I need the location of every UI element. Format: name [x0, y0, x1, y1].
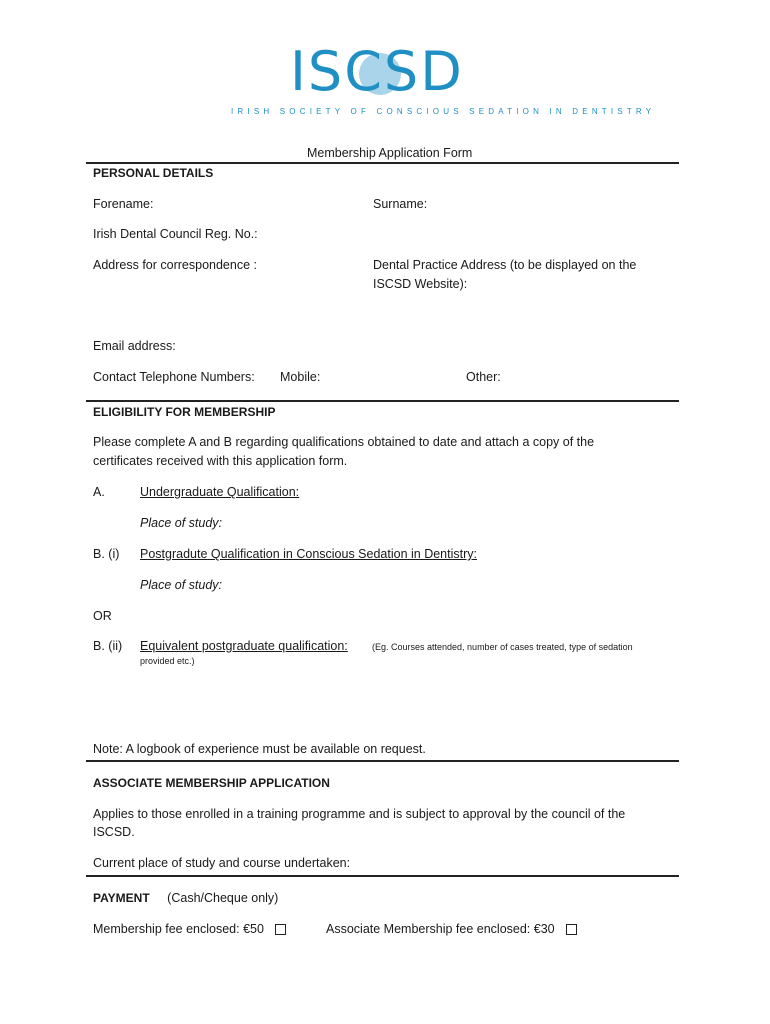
- current-study-label: Current place of study and course undertaken:: [93, 856, 351, 870]
- membership-fee-checkbox[interactable]: [275, 924, 286, 935]
- personal-details-heading: PERSONAL DETAILS: [93, 166, 214, 180]
- undergraduate-qualification-label: Undergraduate Qualification:: [140, 485, 300, 499]
- payment-method: (Cash/Cheque only): [167, 891, 279, 905]
- equivalent-qualification-note-line1: (Eg. Courses attended, number of cases treated, type of sedation: [372, 642, 633, 652]
- address-label: Address for correspondence :: [93, 258, 257, 272]
- form-title: Membership Application Form: [307, 146, 473, 160]
- associate-heading: ASSOCIATE MEMBERSHIP APPLICATION: [93, 776, 330, 790]
- forename-label: Forename:: [93, 197, 154, 211]
- practice-address-label-line1: Dental Practice Address (to be displayed on the: [373, 258, 637, 272]
- equivalent-qualification-label: Equivalent postgraduate qualification:: [140, 639, 348, 653]
- item-bi-label: B. (i): [93, 547, 120, 561]
- eligibility-heading: ELIGIBILITY FOR MEMBERSHIP: [93, 405, 276, 419]
- phone-label: Contact Telephone Numbers:: [93, 370, 255, 384]
- payment-row: [93, 891, 278, 905]
- practice-address-label-line2: ISCSD Website):: [373, 277, 468, 291]
- associate-fee-checkbox[interactable]: [566, 924, 577, 935]
- payment-heading: PAYMENT: [93, 891, 150, 905]
- postgraduate-place-label: Place of study:: [140, 578, 222, 592]
- logbook-note: Note: A logbook of experience must be available on request.: [93, 742, 426, 756]
- eligibility-intro-line1: Please complete A and B regarding qualifications obtained to date and attach a copy of the: [93, 435, 595, 449]
- associate-fee-row: [326, 922, 577, 936]
- logo-subtitle: IRISH SOCIETY OF CONSCIOUS SEDATION IN DENTISTRY: [231, 107, 656, 116]
- divider: [86, 162, 679, 164]
- undergraduate-place-label: Place of study:: [140, 516, 222, 530]
- other-phone-label: Other:: [466, 370, 501, 384]
- associate-text-line1: Applies to those enrolled in a training programme and is subject to approval by the council of the: [93, 807, 626, 821]
- divider: [86, 760, 679, 762]
- divider: [86, 400, 679, 402]
- item-a-label: A.: [93, 485, 105, 499]
- membership-fee-row: [93, 922, 286, 936]
- eligibility-intro-line2: certificates received with this application form.: [93, 454, 348, 468]
- or-label: OR: [93, 609, 112, 623]
- equivalent-qualification-note-line2: provided etc.): [140, 656, 195, 666]
- email-label: Email address:: [93, 339, 176, 353]
- mobile-label: Mobile:: [280, 370, 321, 384]
- logo-wordmark: ISCSD: [290, 40, 464, 103]
- membership-fee-label: Membership fee enclosed: €50: [93, 922, 264, 936]
- divider: [86, 875, 679, 877]
- reg-no-label: Irish Dental Council Reg. No.:: [93, 227, 258, 241]
- item-bii-label: B. (ii): [93, 639, 123, 653]
- surname-label: Surname:: [373, 197, 428, 211]
- associate-text-line2: ISCSD.: [93, 825, 135, 839]
- associate-fee-label: Associate Membership fee enclosed: €30: [326, 922, 555, 936]
- postgraduate-qualification-label: Postgradute Qualification in Conscious Sedation in Dentistry:: [140, 547, 477, 561]
